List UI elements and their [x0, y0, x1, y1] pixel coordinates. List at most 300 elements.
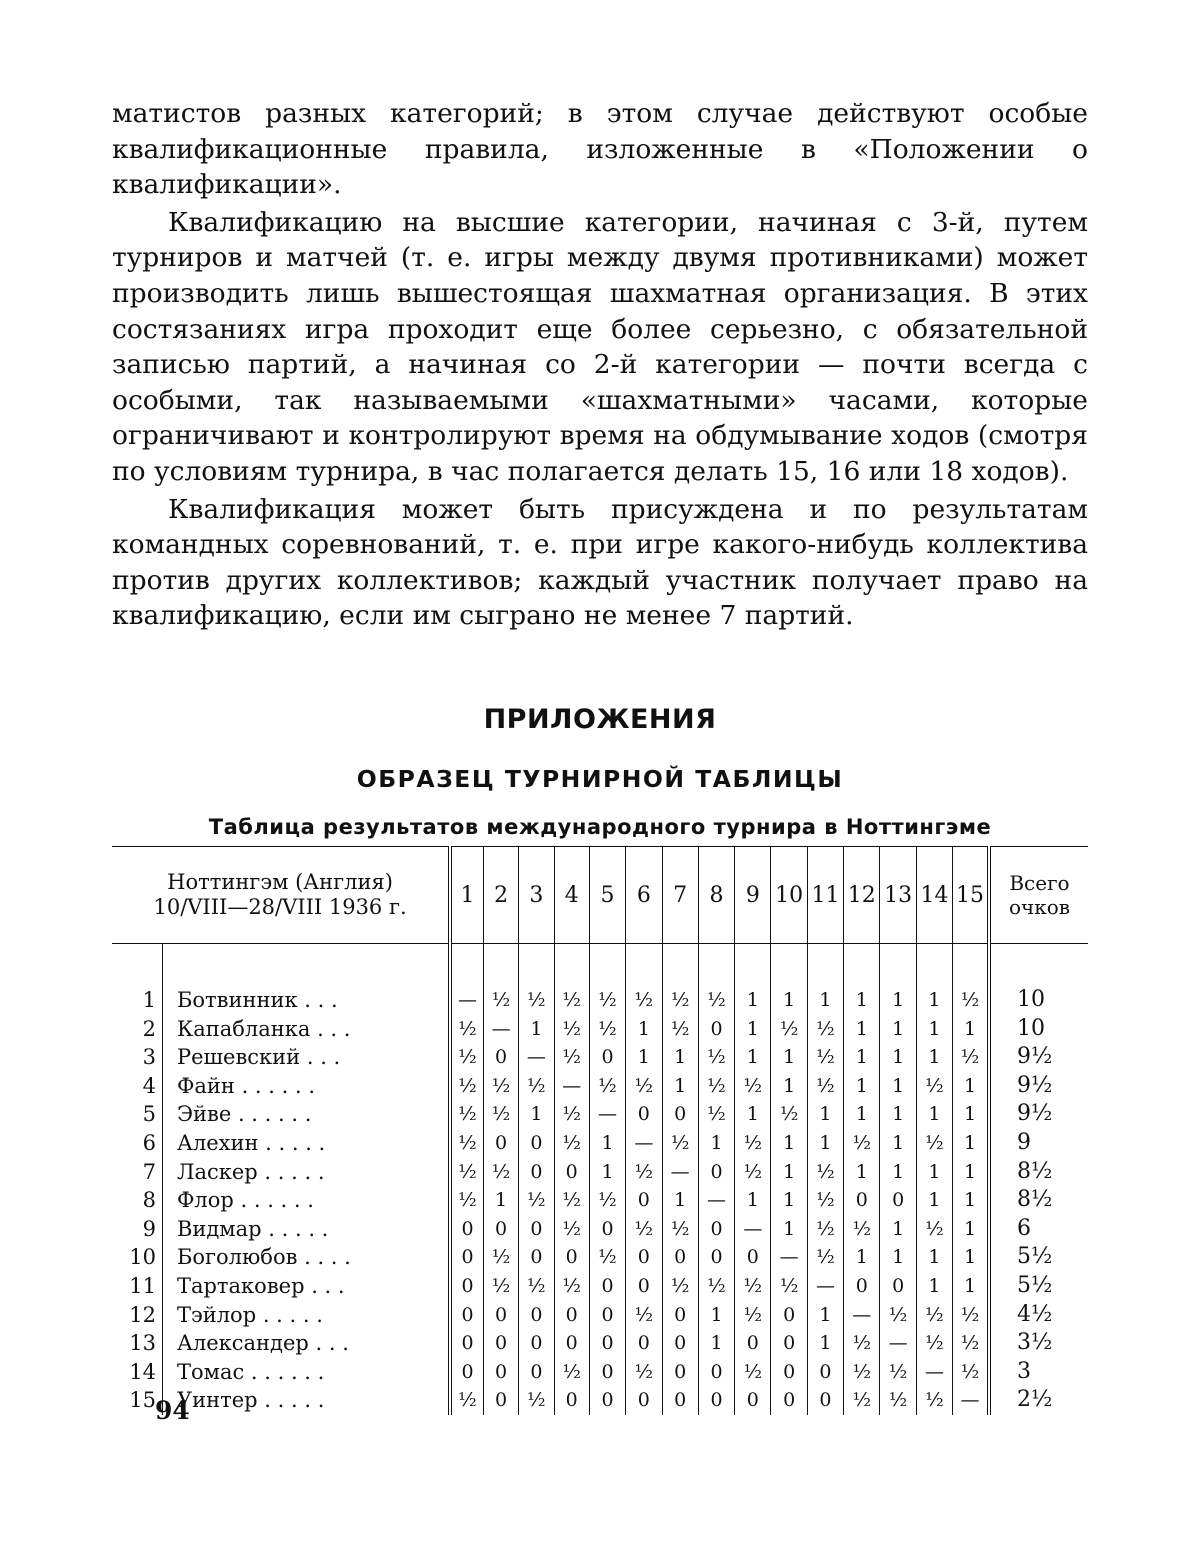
result-cell: 1: [844, 1043, 880, 1072]
player-name: Боголюбов . . . .: [162, 1243, 450, 1272]
result-cell: ½: [953, 1358, 989, 1387]
paragraph-2: Квалификацию на высшие категории, начиная с 3-й, путем турниров и матчей (т. е. игры между двумя противниками) может производить лишь вышестоящая шахматная организация. В этих состязаниях игра проходит еще более серьезно, с обязательной записью партий, а начиная со 2-й категории — почти всегда с особыми, так называемыми «шахматными» часами, которые ограничивают и контролируют время на обдумывание ходов (смотря по условиям турнира, в час полагается делать 15, 16 или 18 ходов).: [112, 206, 1088, 487]
result-cell: ½: [844, 1129, 880, 1158]
table-row: [112, 1243, 1088, 1272]
column-header-11: 11: [807, 847, 843, 944]
result-cell: 0: [483, 1358, 518, 1387]
result-cell: 1: [844, 1072, 880, 1101]
result-cell: 1: [771, 1043, 807, 1072]
result-cell: 1: [880, 1100, 916, 1129]
result-cell: —: [662, 1158, 698, 1187]
result-cell: ½: [554, 986, 589, 1015]
result-cell: 0: [807, 1358, 843, 1387]
result-cell: 1: [880, 1158, 916, 1187]
result-cell: 1: [698, 1301, 734, 1330]
column-header-8: 8: [698, 847, 734, 944]
table-spacer-row: [112, 944, 1088, 987]
result-cell: 0: [698, 1358, 734, 1387]
result-cell: 0: [807, 1386, 843, 1415]
result-cell: 1: [916, 1043, 952, 1072]
result-cell: 0: [519, 1158, 554, 1187]
result-cell: 1: [916, 1158, 952, 1187]
table-row: [112, 1072, 1088, 1101]
total-header-line1: Всего: [1009, 871, 1070, 895]
result-cell: 0: [698, 1243, 734, 1272]
result-cell: 0: [554, 1243, 589, 1272]
result-cell: ½: [807, 1186, 843, 1215]
result-cell: 0: [519, 1329, 554, 1358]
result-cell: 1: [880, 1043, 916, 1072]
result-cell: 0: [589, 1329, 625, 1358]
result-cell: ½: [807, 1015, 843, 1044]
total-points: 5½: [989, 1243, 1088, 1272]
result-cell: 0: [626, 1272, 662, 1301]
spacer-cell: [519, 944, 554, 987]
result-cell: 0: [662, 1329, 698, 1358]
spacer-cell: [989, 944, 1088, 987]
result-cell: 1: [807, 1100, 843, 1129]
total-points: 6: [989, 1215, 1088, 1244]
result-cell: ½: [626, 1215, 662, 1244]
result-cell: 0: [519, 1243, 554, 1272]
spacer-cell: [698, 944, 734, 987]
spacer-cell: [662, 944, 698, 987]
result-cell: 0: [844, 1272, 880, 1301]
subsection-title: ОБРАЗЕЦ ТУРНИРНОЙ ТАБЛИЦЫ: [356, 764, 844, 793]
result-cell: 0: [519, 1358, 554, 1387]
result-cell: ½: [698, 1072, 734, 1101]
result-cell: ½: [626, 1072, 662, 1101]
player-name: Файн . . . . . .: [162, 1072, 450, 1101]
table-row: [112, 1386, 1088, 1415]
column-header-12: 12: [844, 847, 880, 944]
result-cell: ½: [916, 1386, 952, 1415]
table-row: [112, 1301, 1088, 1330]
result-cell: ½: [916, 1129, 952, 1158]
spacer-cell: [880, 944, 916, 987]
spacer-cell: [589, 944, 625, 987]
result-cell: ½: [698, 986, 734, 1015]
result-cell: 0: [589, 1215, 625, 1244]
total-points: 10: [989, 986, 1088, 1015]
result-cell: ½: [554, 1015, 589, 1044]
result-cell: ½: [589, 1243, 625, 1272]
player-rank: 14: [129, 1359, 156, 1384]
total-points: 10: [989, 1015, 1088, 1044]
result-cell: ½: [807, 1072, 843, 1101]
result-cell: ½: [589, 1186, 625, 1215]
result-cell: ½: [735, 1158, 771, 1187]
result-cell: 0: [589, 1301, 625, 1330]
result-cell: ½: [483, 1158, 518, 1187]
result-cell: ½: [844, 1358, 880, 1387]
player-name: Ботвинник . . .: [162, 986, 450, 1015]
player-name: Тартаковер . . .: [162, 1272, 450, 1301]
total-points: 9½: [989, 1100, 1088, 1129]
player-rank: 5: [142, 1102, 156, 1127]
result-cell: 0: [483, 1215, 518, 1244]
result-cell: ½: [953, 1043, 989, 1072]
result-cell: ½: [554, 1215, 589, 1244]
result-cell: 1: [916, 1100, 952, 1129]
column-header-14: 14: [916, 847, 952, 944]
result-cell: 1: [519, 1100, 554, 1129]
result-cell: ½: [735, 1301, 771, 1330]
player-rank: 2: [142, 1016, 156, 1041]
result-cell: 1: [771, 1072, 807, 1101]
result-cell: ½: [807, 1158, 843, 1187]
result-cell: 1: [844, 1100, 880, 1129]
result-cell: 0: [771, 1301, 807, 1330]
result-cell: ½: [519, 1186, 554, 1215]
column-header-6: 6: [626, 847, 662, 944]
result-cell: 1: [771, 986, 807, 1015]
result-cell: 1: [916, 986, 952, 1015]
result-cell: ½: [771, 1272, 807, 1301]
result-cell: 0: [589, 1386, 625, 1415]
table-row: [112, 1043, 1088, 1072]
result-cell: 0: [450, 1329, 483, 1358]
result-cell: 0: [662, 1386, 698, 1415]
result-cell: 1: [589, 1129, 625, 1158]
result-cell: 1: [880, 1015, 916, 1044]
player-rank: 7: [142, 1159, 156, 1184]
tournament-location: Ноттингэм (Англия): [167, 870, 393, 894]
result-cell: 0: [662, 1243, 698, 1272]
player-name: Александер . . .: [162, 1329, 450, 1358]
table-row: [112, 1272, 1088, 1301]
result-cell: ½: [554, 1043, 589, 1072]
result-cell: ½: [450, 1100, 483, 1129]
table-row: [112, 986, 1088, 1015]
tournament-table-wrapper: [112, 846, 1088, 1415]
result-cell: ½: [519, 1386, 554, 1415]
page-number: 94: [155, 1396, 190, 1425]
result-cell: 0: [698, 1015, 734, 1044]
result-cell: 1: [807, 986, 843, 1015]
spacer-cell: [916, 944, 952, 987]
result-cell: ½: [953, 1301, 989, 1330]
column-header-15: 15: [953, 847, 989, 944]
player-rank: 15: [129, 1388, 156, 1413]
column-header-5: 5: [589, 847, 625, 944]
result-cell: —: [953, 1386, 989, 1415]
player-name: Тэйлор . . . . .: [162, 1301, 450, 1330]
result-cell: ½: [916, 1301, 952, 1330]
result-cell: ½: [953, 1329, 989, 1358]
result-cell: ½: [554, 1129, 589, 1158]
result-cell: 0: [519, 1301, 554, 1330]
tournament-table: [112, 846, 1088, 1415]
result-cell: 0: [626, 1243, 662, 1272]
result-cell: —: [735, 1215, 771, 1244]
player-rank: 12: [129, 1302, 156, 1327]
total-points: 8½: [989, 1158, 1088, 1187]
result-cell: ½: [554, 1272, 589, 1301]
result-cell: 1: [735, 1186, 771, 1215]
result-cell: 1: [880, 986, 916, 1015]
result-cell: ½: [483, 1100, 518, 1129]
result-cell: 0: [483, 1043, 518, 1072]
result-cell: ½: [483, 1072, 518, 1101]
total-points: 3: [989, 1358, 1088, 1387]
result-cell: —: [483, 1015, 518, 1044]
result-cell: 1: [662, 1072, 698, 1101]
result-cell: —: [554, 1072, 589, 1101]
result-cell: 1: [953, 1072, 989, 1101]
table-row: [112, 1329, 1088, 1358]
result-cell: 0: [626, 1386, 662, 1415]
result-cell: 0: [880, 1272, 916, 1301]
player-name: Алехин . . . . .: [162, 1129, 450, 1158]
result-cell: ½: [735, 1358, 771, 1387]
total-points: 5½: [989, 1272, 1088, 1301]
result-cell: 0: [735, 1386, 771, 1415]
result-cell: 0: [450, 1215, 483, 1244]
result-cell: 0: [483, 1129, 518, 1158]
result-cell: ½: [519, 986, 554, 1015]
player-name: Томас . . . . . .: [162, 1358, 450, 1387]
result-cell: ½: [916, 1329, 952, 1358]
result-cell: 1: [735, 1043, 771, 1072]
result-cell: ½: [450, 1043, 483, 1072]
result-cell: 1: [844, 1243, 880, 1272]
tournament-dates: 10/VIII—28/VIII 1936 г.: [153, 895, 407, 919]
result-cell: 0: [483, 1329, 518, 1358]
result-cell: ½: [698, 1043, 734, 1072]
result-cell: ½: [626, 1358, 662, 1387]
player-rank: 9: [142, 1216, 156, 1241]
result-cell: 1: [662, 1186, 698, 1215]
result-cell: 1: [880, 1215, 916, 1244]
result-cell: 1: [880, 1129, 916, 1158]
result-cell: 1: [953, 1215, 989, 1244]
result-cell: 1: [626, 1015, 662, 1044]
result-cell: —: [844, 1301, 880, 1330]
result-cell: 1: [953, 1100, 989, 1129]
result-cell: 0: [554, 1329, 589, 1358]
result-cell: 1: [916, 1243, 952, 1272]
result-cell: ½: [519, 1072, 554, 1101]
result-cell: 1: [953, 1272, 989, 1301]
result-cell: 1: [735, 1015, 771, 1044]
result-cell: 0: [554, 1386, 589, 1415]
result-cell: 1: [807, 1329, 843, 1358]
result-cell: 0: [626, 1329, 662, 1358]
result-cell: ½: [554, 1358, 589, 1387]
spacer-cell: [953, 944, 989, 987]
spacer-cell: [450, 944, 483, 987]
player-rank: 6: [142, 1130, 156, 1155]
result-cell: ½: [662, 1272, 698, 1301]
result-cell: 1: [953, 1015, 989, 1044]
spacer-cell: [735, 944, 771, 987]
result-cell: ½: [771, 1015, 807, 1044]
result-cell: 0: [483, 1301, 518, 1330]
table-row: [112, 1015, 1088, 1044]
table-row: [112, 1129, 1088, 1158]
result-cell: ½: [450, 1186, 483, 1215]
result-cell: 1: [771, 1129, 807, 1158]
result-cell: 1: [916, 1272, 952, 1301]
result-cell: ½: [450, 1015, 483, 1044]
result-cell: 0: [519, 1215, 554, 1244]
total-points: 3½: [989, 1329, 1088, 1358]
result-cell: 0: [662, 1100, 698, 1129]
player-rank: 1: [142, 988, 156, 1012]
result-cell: ½: [662, 1129, 698, 1158]
result-cell: ½: [807, 1043, 843, 1072]
result-cell: 1: [880, 1243, 916, 1272]
player-name: Уинтер . . . . .: [162, 1386, 450, 1415]
column-header-2: 2: [483, 847, 518, 944]
result-cell: ½: [589, 1015, 625, 1044]
result-cell: 0: [450, 1358, 483, 1387]
result-cell: 1: [953, 1186, 989, 1215]
spacer-cell: [844, 944, 880, 987]
result-cell: ½: [698, 1100, 734, 1129]
result-cell: ½: [450, 1158, 483, 1187]
spacer-cell: [554, 944, 589, 987]
table-caption: Таблица результатов международного турнира в Ноттингэме: [208, 814, 992, 839]
result-cell: 0: [698, 1386, 734, 1415]
result-cell: 1: [953, 1158, 989, 1187]
result-cell: 0: [662, 1301, 698, 1330]
column-header-13: 13: [880, 847, 916, 944]
result-cell: 1: [698, 1129, 734, 1158]
text-page: [112, 96, 1088, 839]
player-rank: 3: [142, 1045, 156, 1070]
result-cell: ½: [735, 1129, 771, 1158]
spacer-cell: [483, 944, 518, 987]
result-cell: 0: [589, 1358, 625, 1387]
result-cell: ½: [844, 1215, 880, 1244]
result-cell: 0: [554, 1301, 589, 1330]
result-cell: 0: [554, 1158, 589, 1187]
result-cell: ½: [662, 1015, 698, 1044]
result-cell: —: [916, 1358, 952, 1387]
result-cell: 1: [589, 1158, 625, 1187]
result-cell: 1: [916, 1015, 952, 1044]
column-header-3: 3: [519, 847, 554, 944]
column-header-4: 4: [554, 847, 589, 944]
total-points: 8½: [989, 1186, 1088, 1215]
result-cell: ½: [662, 986, 698, 1015]
result-cell: —: [589, 1100, 625, 1129]
result-cell: 0: [698, 1215, 734, 1244]
result-cell: —: [698, 1186, 734, 1215]
result-cell: 0: [450, 1272, 483, 1301]
result-cell: —: [771, 1243, 807, 1272]
result-cell: 1: [844, 1158, 880, 1187]
result-cell: 0: [589, 1043, 625, 1072]
result-cell: —: [807, 1272, 843, 1301]
total-header-line2: очков: [1008, 895, 1071, 919]
player-name: Ласкер . . . . .: [162, 1158, 450, 1187]
paragraph-3: Квалификация может быть присуждена и по результатам командных соревнований, т. е. при игре какого-нибудь коллектива против других коллективов; каждый участник получает право на квалификацию, если им сыграно не менее 7 партий.: [112, 493, 1088, 632]
result-cell: ½: [483, 986, 518, 1015]
result-cell: 1: [662, 1043, 698, 1072]
tournament-description-header: [112, 847, 450, 944]
column-header-1: 1: [450, 847, 483, 944]
result-cell: 0: [880, 1186, 916, 1215]
player-rank: 8: [142, 1188, 156, 1213]
player-rank: 11: [129, 1273, 156, 1298]
result-cell: ½: [771, 1100, 807, 1129]
player-name: Решевский . . .: [162, 1043, 450, 1072]
result-cell: —: [880, 1329, 916, 1358]
spacer-cell: [626, 944, 662, 987]
result-cell: ½: [735, 1272, 771, 1301]
result-cell: 0: [662, 1358, 698, 1387]
table-row: [112, 1158, 1088, 1187]
total-points: 9: [989, 1129, 1088, 1158]
total-points: 9½: [989, 1043, 1088, 1072]
table-row: [112, 1100, 1088, 1129]
result-cell: ½: [880, 1358, 916, 1387]
result-cell: ½: [554, 1186, 589, 1215]
result-cell: 1: [844, 1015, 880, 1044]
result-cell: ½: [662, 1215, 698, 1244]
result-cell: 1: [807, 1129, 843, 1158]
total-points: 9½: [989, 1072, 1088, 1101]
total-points: 4½: [989, 1301, 1088, 1330]
spacer-cell: [112, 944, 162, 987]
result-cell: 0: [844, 1186, 880, 1215]
result-cell: 0: [735, 1329, 771, 1358]
result-cell: 1: [953, 1129, 989, 1158]
player-rank: 10: [129, 1245, 156, 1270]
result-cell: ½: [626, 1301, 662, 1330]
result-cell: ½: [807, 1215, 843, 1244]
result-cell: ½: [450, 1072, 483, 1101]
result-cell: 0: [698, 1158, 734, 1187]
result-cell: ½: [844, 1386, 880, 1415]
result-cell: ½: [844, 1329, 880, 1358]
result-cell: 1: [953, 1243, 989, 1272]
total-points: 2½: [989, 1386, 1088, 1415]
result-cell: 1: [771, 1215, 807, 1244]
result-cell: 1: [735, 986, 771, 1015]
result-cell: 0: [771, 1329, 807, 1358]
column-header-7: 7: [662, 847, 698, 944]
result-cell: 0: [626, 1186, 662, 1215]
player-rank: 13: [129, 1331, 156, 1356]
result-cell: ½: [807, 1243, 843, 1272]
result-cell: 0: [483, 1386, 518, 1415]
result-cell: 1: [626, 1043, 662, 1072]
result-cell: —: [519, 1043, 554, 1072]
result-cell: ½: [916, 1072, 952, 1101]
table-body: [112, 944, 1088, 1415]
result-cell: 0: [450, 1243, 483, 1272]
column-header-9: 9: [735, 847, 771, 944]
result-cell: 0: [771, 1358, 807, 1387]
result-cell: 0: [519, 1129, 554, 1158]
result-cell: 1: [771, 1186, 807, 1215]
result-cell: ½: [880, 1386, 916, 1415]
result-cell: 0: [589, 1272, 625, 1301]
result-cell: 0: [450, 1301, 483, 1330]
result-cell: 1: [519, 1015, 554, 1044]
result-cell: 1: [880, 1072, 916, 1101]
player-rank: 4: [142, 1073, 156, 1098]
spacer-cell: [162, 944, 450, 987]
result-cell: 0: [735, 1243, 771, 1272]
spacer-cell: [807, 944, 843, 987]
table-header-row: [112, 847, 1088, 944]
result-cell: ½: [626, 986, 662, 1015]
